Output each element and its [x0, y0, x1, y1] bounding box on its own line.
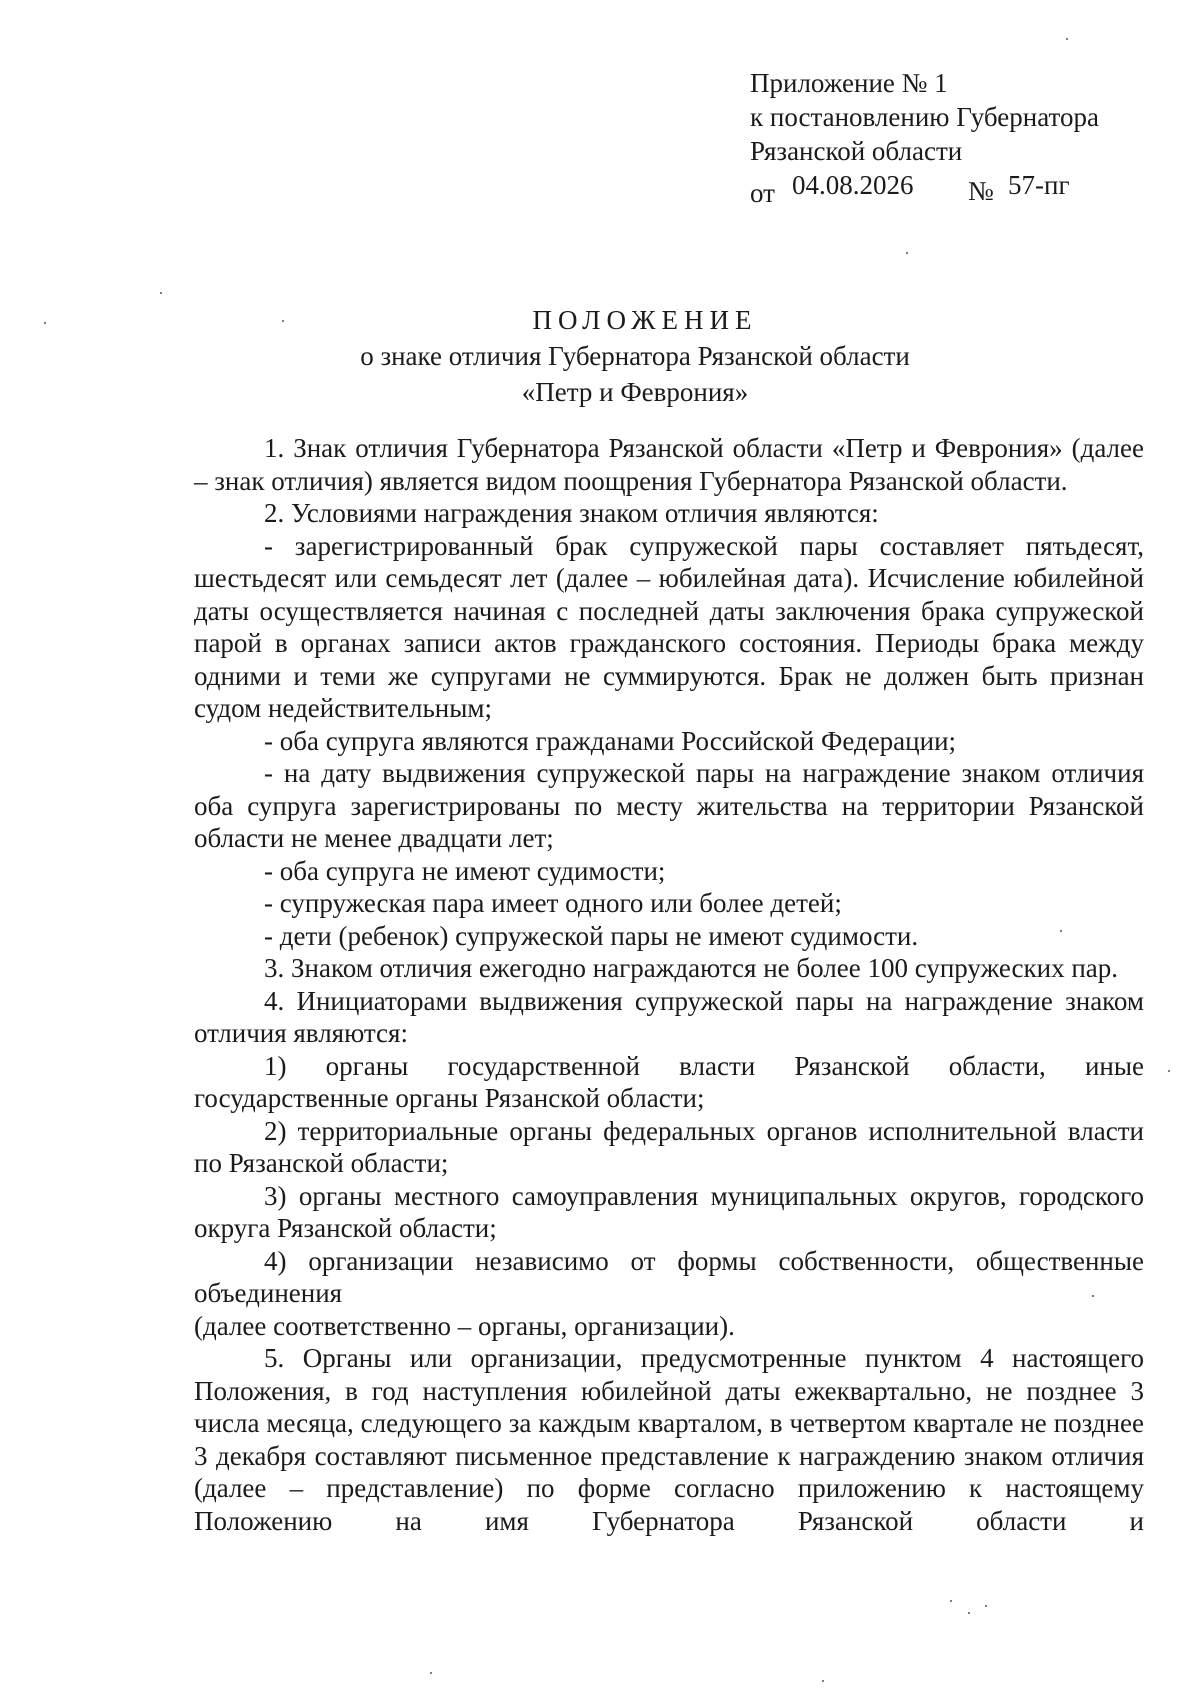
appendix-number: Приложение № 1: [750, 68, 948, 98]
appendix-resolution: к постановлению Губернатора: [750, 102, 1099, 132]
appendix-region: Рязанской области: [750, 136, 963, 166]
number-sign: №: [968, 176, 994, 206]
paragraph: 3. Знаком отличия ежегодно награждаются не более 100 супружеских пар.: [264, 953, 1119, 983]
paragraph: 3) органы местного самоуправления муниципальных округов, городского округа Рязанской области;: [194, 1180, 1144, 1243]
document-body: [194, 432, 1144, 1537]
paragraph: - дети (ребенок) супружеской пары не имеют судимости.: [264, 920, 919, 951]
resolution-date: 04.08.2026: [792, 170, 914, 200]
paragraph: - супружеская пара имеет одного или более детей;: [264, 888, 842, 918]
appendix-header: [750, 66, 1099, 208]
paragraph: 1) органы государственной власти Рязанской области, иные государственные органы Рязанской области;: [194, 1050, 1144, 1113]
paragraph: - оба супруга являются гражданами Российской Федерации;: [264, 725, 957, 756]
resolution-number: 57-пг: [1008, 170, 1070, 200]
paragraph: - на дату выдвижения супружеской пары на награждение знаком отличия оба супруга зарегистрированы по месту жительства на территории Рязанской области не менее двадцати лет;: [194, 758, 1144, 853]
paragraph: (далее соответственно – органы, организации).: [194, 1310, 735, 1341]
paragraph: 2) территориальные органы федеральных органов исполнительной власти по Рязанской области;: [194, 1115, 1144, 1178]
paragraph: - оба супруга не имеют судимости;: [264, 855, 666, 886]
title-main: ПОЛОЖЕНИЕ: [532, 305, 758, 335]
paragraph: 2. Условиями награждения знаком отличия являются:: [264, 498, 879, 528]
paragraph: 4) организации независимо от формы собственности, общественные объединения: [194, 1245, 1144, 1308]
paragraph: 4. Инициаторами выдвижения супружеской пары на награждение знаком отличия являются:: [194, 985, 1144, 1048]
appendix-date-line: [750, 168, 1099, 208]
date-prefix: от: [750, 178, 775, 208]
title-award-name: «Петр и Феврония»: [521, 377, 749, 407]
paragraph: 5. Органы или организации, предусмотренные пунктом 4 настоящего Положения, в год наступления юбилейной даты ежеквартально, не позднее 3 числа месяца, следующего за каждым кварталом, в четвертом квартале не позднее 3 декабря составляют письменное представление к награждению знаком отличия (далее – представление) по форме согласно приложению к настоящему Положению на имя Губернатора Рязанской области и: [194, 1343, 1144, 1536]
document-title: [0, 302, 1200, 410]
title-subject: о знаке отличия Губернатора Рязанской области: [360, 341, 910, 371]
paragraph: - зарегистрированный брак супружеской пары составляет пятьдесят, шестьдесят или семьдесят лет (далее – юбилейная дата). Исчисление юбилейной даты осуществляется начиная с последней даты заключения брака супружеской парой в органах записи актов гражданского состояния. Периоды брака между одними и теми же супругами не суммируются. Брак не должен быть признан судом недействительным;: [194, 530, 1144, 723]
paragraph: 1. Знак отличия Губернатора Рязанской области «Петр и Феврония» (далее – знак отличия) является видом поощрения Губернатора Рязанской области.: [194, 433, 1144, 496]
